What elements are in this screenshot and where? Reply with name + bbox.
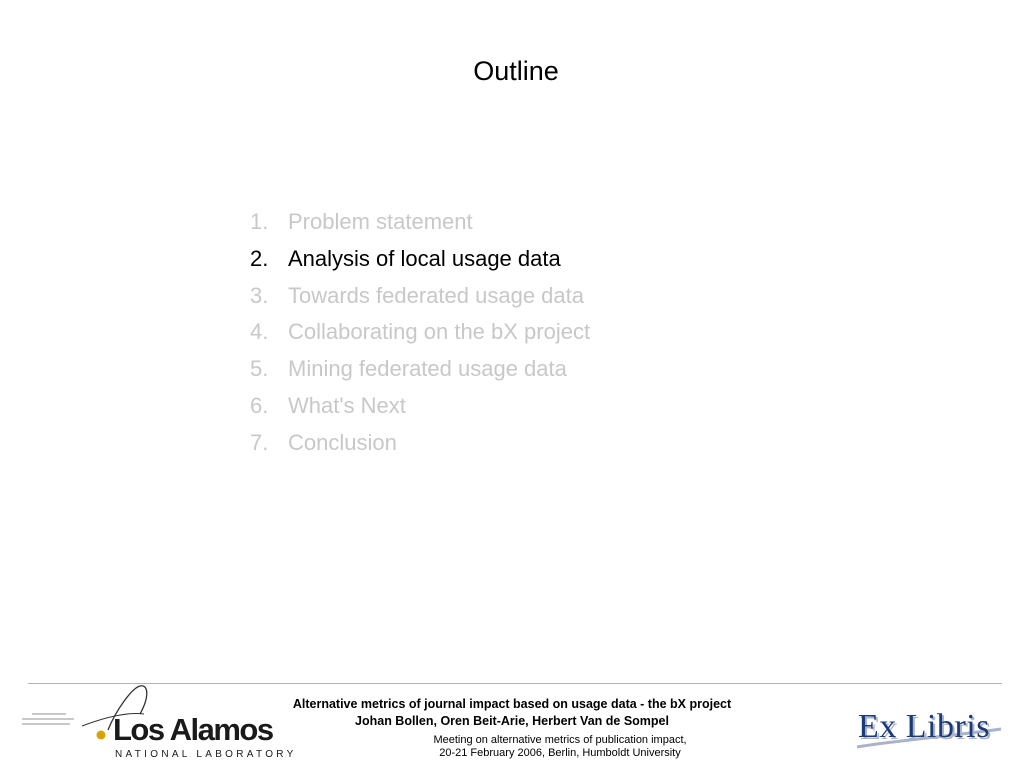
outline-label: What's Next xyxy=(288,392,406,418)
outline-item-2 xyxy=(250,241,590,278)
outline-label: Analysis of local usage data xyxy=(288,245,561,271)
outline-label: Problem statement xyxy=(288,209,473,234)
outline-label: Towards federated usage data xyxy=(288,282,584,308)
outline-label: Collaborating on the bX project xyxy=(288,319,591,345)
footer-event: Meeting on alternative metrics of publication impact, xyxy=(433,734,687,746)
footer-title: Alternative metrics of journal impact based on usage data - the bX project xyxy=(292,697,732,711)
outline-label: Mining federated usage data xyxy=(288,356,567,382)
lanl-wordmark: Los Alamos xyxy=(113,712,273,747)
outline-item-7 xyxy=(250,425,590,462)
lanl-orbit-dot xyxy=(97,731,106,740)
outline-number: 4. xyxy=(250,319,269,345)
outline-item-3 xyxy=(250,278,590,315)
outline-item-5 xyxy=(250,351,590,388)
outline-item-1 xyxy=(250,204,590,241)
outline-item-4 xyxy=(250,314,590,351)
slide-title: Outline xyxy=(473,56,559,86)
outline-number: 2. xyxy=(250,245,269,271)
lanl-subtitle: NATIONAL LABORATORY xyxy=(115,749,297,760)
outline-number: 7. xyxy=(250,429,269,455)
fine-print-placeholder xyxy=(22,713,74,728)
outline-item-6 xyxy=(250,388,590,425)
outline-list xyxy=(250,204,590,462)
outline-number: 5. xyxy=(250,356,269,382)
outline-number: 6. xyxy=(250,392,269,418)
outline-number: 3. xyxy=(250,282,269,308)
footer-authors: Johan Bollen, Oren Beit-Arie, Herbert Van de Sompel xyxy=(355,714,669,728)
exlibris-wordmark: Ex Libris xyxy=(858,708,990,745)
outline-number: 1. xyxy=(250,209,269,234)
footer-date-place: 20-21 February 2006, Berlin, Humboldt University xyxy=(439,747,681,759)
outline-label: Conclusion xyxy=(288,429,397,455)
